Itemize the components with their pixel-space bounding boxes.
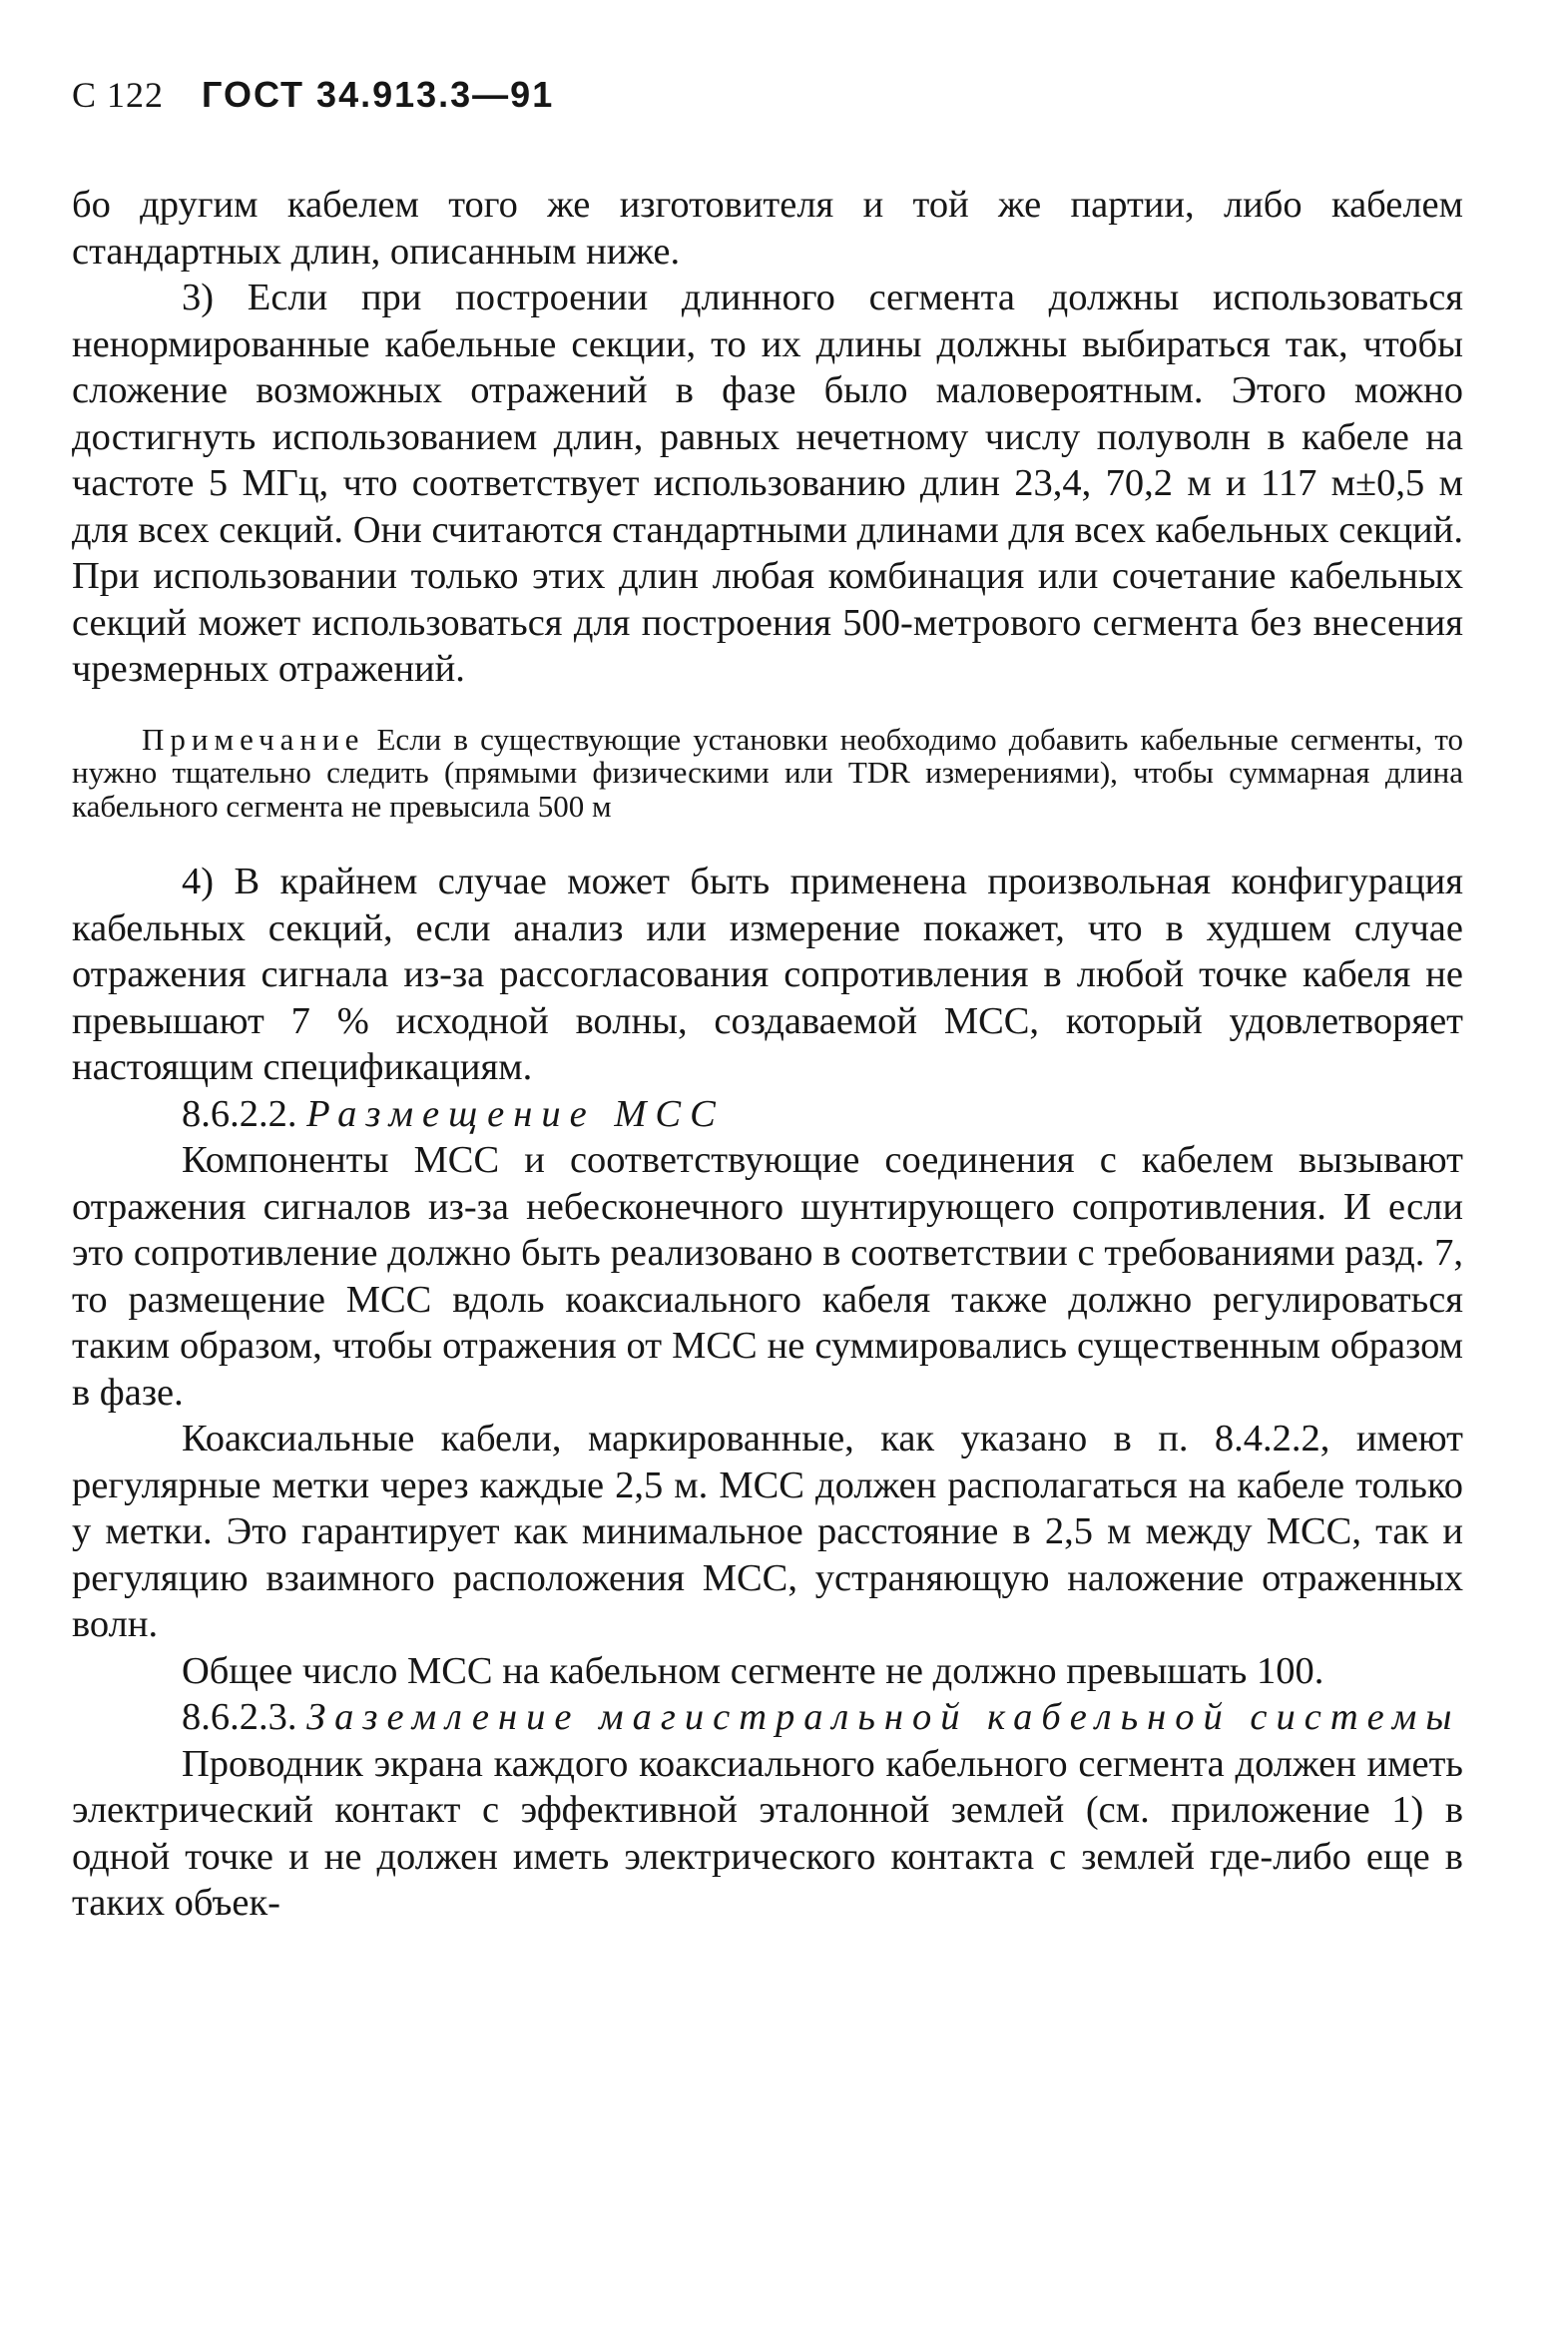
- note: [72, 723, 1463, 824]
- document-page: [72, 74, 1463, 1927]
- paragraph-shield-grounding: Проводник экрана каждого коаксиального кабельного сегмента должен иметь электрический контакт с эффективной эталонной землей (см. приложение 1) в одной точке и не должен иметь электрического контакта с землей где-либо еще в таких объек-: [72, 1742, 1463, 1924]
- standard-designation: ГОСТ 34.913.3—91: [202, 74, 555, 115]
- section-heading-8-6-2-3: [72, 1694, 1463, 1741]
- section-title: Заземление магистральной кабельной системы: [306, 1696, 1461, 1738]
- section-title: Размещение МСС: [306, 1092, 725, 1135]
- paragraph-coax-markings: Коаксиальные кабели, маркированные, как указано в п. 8.4.2.2, имеют регулярные метки через каждые 2,5 м. МСС должен располагаться на кабеле только у метки. Это гарантирует как минимальное расстояние в 2,5 м между МСС, так и регуляцию взаимного расположения МСС, устраняющую наложение отраженных волн.: [72, 1418, 1463, 1645]
- note-text: Если в существующие установки необходимо добавить кабельные сегменты, то нужно тщательно следить (прямыми физическими или TDR измерениями), чтобы суммарная длина кабельного сегмента не превысила 500 м: [72, 721, 1463, 824]
- section-heading-8-6-2-2: [72, 1091, 1463, 1138]
- paragraph-item-3: 3) Если при построении длинного сегмента должны использоваться ненормированные кабельные секции, то их длины должны выбираться так, чтобы сложение возможных отражений в фазе было маловероятным. Этого можно достигнуть использованием длин, равных нечетному числу полуволн в кабеле на частоте 5 МГц, что соответствует использованию длин 23,4, 70,2 м и 117 м±0,5 м для всех секций. Они считаются стандартными длинами для всех кабельных секций. При использовании только этих длин любая комбинация или сочетание кабельных секций может использоваться для построения 500-метрового сегмента без внесения чрезмерных отражений.: [72, 277, 1463, 690]
- paragraph-mcc-components: Компоненты МСС и соответствующие соединения с кабелем вызывают отражения сигналов из-за небесконечного шунтирующего сопротивления. И если это сопротивление должно быть реализовано в соответствии с требованиями разд. 7, то размещение МСС вдоль коаксиального кабеля также должно регулироваться таким образом, чтобы отражения от МСС не суммировались существенным образом в фазе.: [72, 1139, 1463, 1414]
- page-header: [72, 74, 1463, 116]
- paragraph-continuation: бо другим кабелем того же изготовителя и той же партии, либо кабелем стандартных длин, описанным ниже.: [72, 184, 1463, 273]
- page-number: С 122: [72, 75, 165, 115]
- paragraph-mcc-count: Общее число МСС на кабельном сегменте не должно превышать 100.: [182, 1649, 1324, 1692]
- paragraph-item-4: 4) В крайнем случае может быть применена произвольная конфигурация кабельных секций, если анализ или измерение покажет, что в худшем случае отражения сигнала из-за рассогласования сопротивления в любой точке кабеля не превышают 7 % исходной волны, создаваемой МСС, который удовлетворяет настоящим спецификациям.: [72, 861, 1463, 1088]
- section-number: 8.6.2.2.: [182, 1092, 297, 1135]
- section-number: 8.6.2.3.: [182, 1696, 297, 1738]
- note-label: Примечание: [142, 721, 365, 757]
